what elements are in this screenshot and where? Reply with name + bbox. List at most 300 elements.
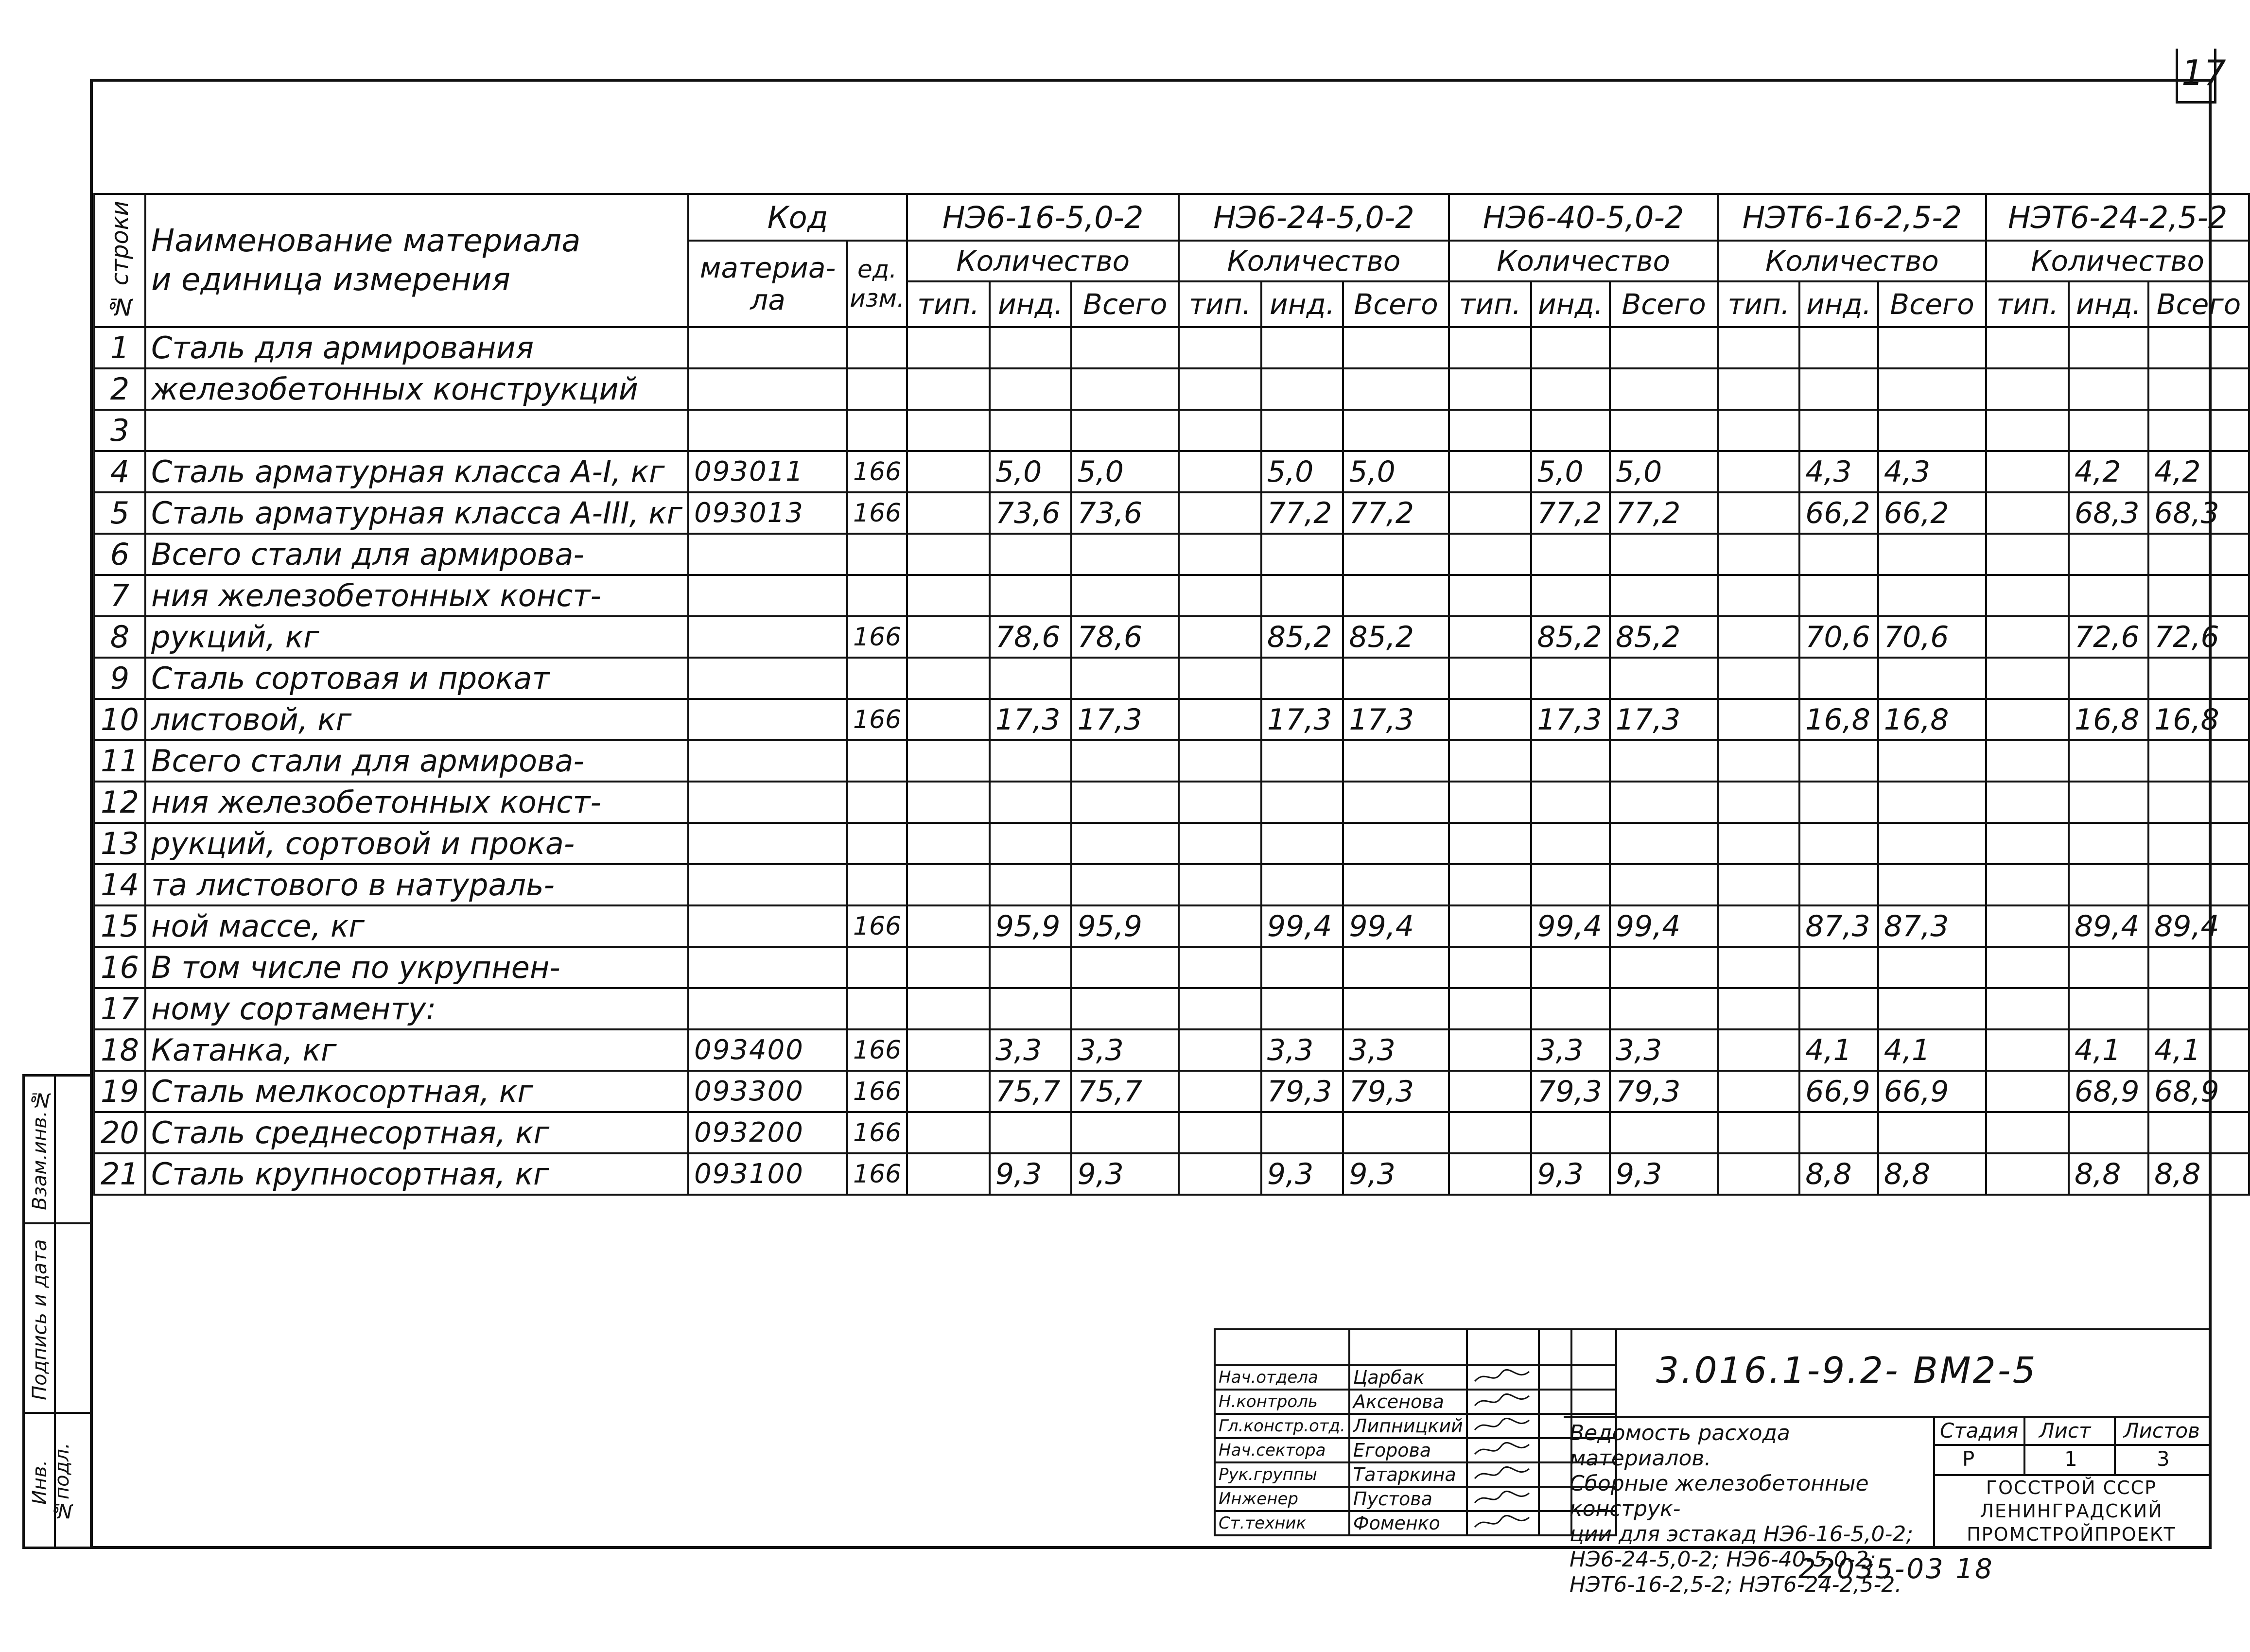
sub-col-3-3: Всего: [1610, 281, 1718, 327]
qty-total: [1343, 327, 1448, 368]
quantity-header-4: Количество: [1718, 241, 1986, 281]
qty-ind: 16,8: [1799, 699, 1878, 740]
qty-ind: [2069, 988, 2148, 1029]
qty-typ: [1718, 864, 1799, 905]
qty-ind: 68,3: [2069, 492, 2148, 534]
qty-ind: [2069, 575, 2148, 616]
material-code: 093300: [688, 1071, 847, 1112]
qty-typ: [907, 451, 990, 492]
qty-ind: [2069, 1112, 2148, 1153]
row-number: 18: [94, 1029, 145, 1071]
qty-ind: [1531, 864, 1610, 905]
qty-ind: [1799, 534, 1878, 575]
material-name: листовой, кг: [145, 699, 688, 740]
qty-typ: [1718, 368, 1799, 410]
qty-total: [1343, 782, 1448, 823]
qty-ind: [1261, 368, 1343, 410]
qty-total: [1878, 534, 1987, 575]
qty-ind: [1531, 658, 1610, 699]
qty-ind: 3,3: [1261, 1029, 1343, 1071]
sub-col-4-1: тип.: [1718, 281, 1799, 327]
material-code: [688, 905, 847, 947]
qty-total: [1610, 658, 1718, 699]
qty-total: [1878, 368, 1987, 410]
qty-total: [1343, 947, 1448, 988]
staff-role: Нач.отдела: [1215, 1365, 1349, 1390]
qty-ind: [1799, 864, 1878, 905]
material-code: [688, 740, 847, 782]
staff-role: Ст.техник: [1215, 1511, 1349, 1535]
qty-total: [1610, 410, 1718, 451]
qty-total: 68,9: [2148, 1071, 2249, 1112]
material-name: Сталь для армирования: [145, 327, 688, 368]
qty-total: [2148, 823, 2249, 864]
qty-ind: [1799, 410, 1878, 451]
material-name: Сталь сортовая и прокат: [145, 658, 688, 699]
qty-total: 16,8: [2148, 699, 2249, 740]
qty-total: [1071, 782, 1179, 823]
row-number: 12: [94, 782, 145, 823]
qty-ind: [1531, 410, 1610, 451]
product-header-2: НЭ6-24-5,0-2: [1179, 194, 1448, 241]
qty-ind: [1261, 988, 1343, 1029]
organization: ГОССТРОЙ СССР ЛЕНИНГРАДСКИЙ ПРОМСТРОЙПРОЕКТ: [1967, 1477, 2176, 1545]
row-number: 6: [94, 534, 145, 575]
qty-total: [1878, 864, 1987, 905]
qty-ind: 17,3: [1531, 699, 1610, 740]
signature-cell: [1467, 1462, 1539, 1487]
qty-total: 99,4: [1610, 905, 1718, 947]
table-row: [94, 1153, 2249, 1195]
qty-typ: [907, 699, 990, 740]
qty-ind: 68,9: [2069, 1071, 2148, 1112]
qty-total: [2148, 988, 2249, 1029]
material-name: Сталь мелкосортная, кг: [145, 1071, 688, 1112]
qty-total: 3,3: [1343, 1029, 1448, 1071]
qty-total: 4,1: [2148, 1029, 2249, 1071]
qty-ind: 79,3: [1531, 1071, 1610, 1112]
qty-typ: [1179, 823, 1261, 864]
qty-total: 17,3: [1610, 699, 1718, 740]
side-stamp: [22, 1074, 90, 1549]
product-header-1: НЭ6-16-5,0-2: [907, 194, 1179, 241]
qty-total: [2148, 782, 2249, 823]
qty-ind: [1261, 658, 1343, 699]
qty-ind: [2069, 864, 2148, 905]
qty-ind: 4,3: [1799, 451, 1878, 492]
qty-total: 70,6: [1878, 616, 1987, 658]
unit-code: [847, 368, 907, 410]
row-number: 11: [94, 740, 145, 782]
qty-ind: [2069, 534, 2148, 575]
qty-typ: [1449, 1071, 1532, 1112]
unit-code: 166: [847, 1029, 907, 1071]
table-row: [94, 368, 2249, 410]
qty-total: [1071, 1112, 1179, 1153]
qty-total: [1071, 534, 1179, 575]
staff-name: Царбак: [1349, 1365, 1467, 1390]
material-code: [688, 782, 847, 823]
qty-total: [1610, 864, 1718, 905]
qty-typ: [1718, 905, 1799, 947]
qty-typ: [1179, 782, 1261, 823]
qty-typ: [1986, 699, 2069, 740]
qty-ind: 75,7: [990, 1071, 1072, 1112]
qty-ind: [990, 327, 1072, 368]
material-code: 093200: [688, 1112, 847, 1153]
qty-typ: [1179, 658, 1261, 699]
row-number: 19: [94, 1071, 145, 1112]
row-number: 15: [94, 905, 145, 947]
qty-typ: [1449, 658, 1532, 699]
qty-typ: [1179, 575, 1261, 616]
qty-ind: 77,2: [1261, 492, 1343, 534]
qty-typ: [1179, 410, 1261, 451]
qty-ind: [1799, 327, 1878, 368]
sheet-label: Лист: [2039, 1419, 2091, 1443]
qty-ind: [1531, 368, 1610, 410]
qty-total: 5,0: [1610, 451, 1718, 492]
qty-typ: [1986, 1112, 2069, 1153]
qty-typ: [1449, 864, 1532, 905]
row-number: 14: [94, 864, 145, 905]
signature-cell: [1467, 1414, 1539, 1438]
qty-typ: [907, 575, 990, 616]
qty-total: [1878, 782, 1987, 823]
qty-typ: [1179, 327, 1261, 368]
qty-typ: [1986, 864, 2069, 905]
material-name: ной массе, кг: [145, 905, 688, 947]
qty-typ: [907, 534, 990, 575]
qty-total: [1343, 534, 1448, 575]
qty-typ: [1449, 905, 1532, 947]
qty-typ: [1179, 534, 1261, 575]
row-no-header: № строки: [94, 194, 145, 327]
material-name: Сталь арматурная класса А-III, кг: [145, 492, 688, 534]
qty-typ: [1986, 410, 2069, 451]
qty-total: [1343, 658, 1448, 699]
qty-typ: [1718, 988, 1799, 1029]
staff-role: Нач.сектора: [1215, 1438, 1349, 1462]
qty-typ: [1449, 451, 1532, 492]
qty-typ: [1449, 740, 1532, 782]
table-row: [94, 658, 2249, 699]
table-row: [94, 864, 2249, 905]
qty-ind: [2069, 782, 2148, 823]
qty-ind: [1799, 368, 1878, 410]
qty-ind: 9,3: [1531, 1153, 1610, 1195]
qty-typ: [907, 905, 990, 947]
qty-typ: [1986, 947, 2069, 988]
qty-total: 17,3: [1343, 699, 1448, 740]
row-number: 9: [94, 658, 145, 699]
staff-name: Аксенова: [1349, 1390, 1467, 1414]
page-number: 17: [2181, 52, 2226, 93]
qty-total: [1343, 410, 1448, 451]
qty-ind: [1799, 988, 1878, 1029]
row-number: 7: [94, 575, 145, 616]
sub-col-2-2: инд.: [1261, 281, 1343, 327]
qty-total: [1878, 575, 1987, 616]
table-row: [94, 823, 2249, 864]
material-code: [688, 988, 847, 1029]
table-row: [94, 988, 2249, 1029]
sub-col-5-2: инд.: [2069, 281, 2148, 327]
signature-cell: [1467, 1365, 1539, 1390]
qty-ind: 17,3: [1261, 699, 1343, 740]
qty-typ: [1986, 327, 2069, 368]
qty-typ: [907, 988, 990, 1029]
unit-code: [847, 782, 907, 823]
unit-code: 166: [847, 699, 907, 740]
sub-col-3-1: тип.: [1449, 281, 1532, 327]
row-number: 17: [94, 988, 145, 1029]
qty-typ: [1986, 534, 2069, 575]
qty-typ: [1179, 492, 1261, 534]
qty-ind: [1531, 327, 1610, 368]
qty-typ: [1449, 823, 1532, 864]
qty-typ: [907, 1153, 990, 1195]
quantity-header-1: Количество: [907, 241, 1179, 281]
unit-code: 166: [847, 451, 907, 492]
table-row: [94, 492, 2249, 534]
vzam-label: Взам.инв.№: [29, 1088, 51, 1211]
bottom-number: 22035-03 18: [1798, 1553, 1994, 1585]
material-name: [145, 410, 688, 451]
sub-col-5-1: тип.: [1986, 281, 2069, 327]
qty-total: [1343, 823, 1448, 864]
sheets-label: Листов: [2124, 1419, 2200, 1443]
material-name: ному сортаменту:: [145, 988, 688, 1029]
material-code: 093011: [688, 451, 847, 492]
qty-ind: 5,0: [1261, 451, 1343, 492]
qty-typ: [907, 1071, 990, 1112]
qty-typ: [1986, 740, 2069, 782]
qty-typ: [1179, 1029, 1261, 1071]
signature-cell: [1467, 1487, 1539, 1511]
qty-typ: [907, 864, 990, 905]
qty-total: [1343, 368, 1448, 410]
qty-typ: [1986, 368, 2069, 410]
material-name: В том числе по укрупнен-: [145, 947, 688, 988]
staff-row: [1215, 1511, 1616, 1535]
qty-total: [1610, 782, 1718, 823]
material-name: ния железобетонных конст-: [145, 782, 688, 823]
qty-total: 95,9: [1071, 905, 1179, 947]
qty-ind: 8,8: [2069, 1153, 2148, 1195]
qty-ind: [990, 410, 1072, 451]
qty-typ: [907, 947, 990, 988]
unit-code: 166: [847, 1071, 907, 1112]
qty-typ: [1449, 947, 1532, 988]
qty-typ: [1449, 1029, 1532, 1071]
qty-total: [2148, 410, 2249, 451]
qty-typ: [1718, 451, 1799, 492]
qty-total: [1610, 988, 1718, 1029]
qty-typ: [1179, 1112, 1261, 1153]
row-number: 4: [94, 451, 145, 492]
qty-total: [1878, 658, 1987, 699]
row-number: 1: [94, 327, 145, 368]
quantity-header-2: Количество: [1179, 241, 1448, 281]
material-name: рукций, кг: [145, 616, 688, 658]
qty-total: 77,2: [1343, 492, 1448, 534]
qty-typ: [907, 658, 990, 699]
qty-typ: [1179, 1071, 1261, 1112]
qty-ind: [1799, 782, 1878, 823]
qty-ind: [1261, 864, 1343, 905]
qty-total: [2148, 658, 2249, 699]
unit-code: [847, 575, 907, 616]
qty-total: 9,3: [1343, 1153, 1448, 1195]
qty-ind: [1531, 740, 1610, 782]
material-name: Всего стали для армирова-: [145, 534, 688, 575]
qty-typ: [1986, 988, 2069, 1029]
qty-total: 66,9: [1878, 1071, 1987, 1112]
qty-typ: [1449, 988, 1532, 1029]
signature-scribble: [1471, 1488, 1534, 1508]
qty-typ: [907, 616, 990, 658]
qty-total: [1343, 988, 1448, 1029]
qty-ind: 85,2: [1261, 616, 1343, 658]
qty-ind: [1799, 575, 1878, 616]
qty-total: [1071, 740, 1179, 782]
qty-typ: [907, 1112, 990, 1153]
qty-typ: [1986, 1153, 2069, 1195]
qty-typ: [1449, 575, 1532, 616]
qty-typ: [1718, 1029, 1799, 1071]
qty-ind: [1799, 947, 1878, 988]
sub-col-4-3: Всего: [1878, 281, 1987, 327]
qty-typ: [1179, 699, 1261, 740]
qty-total: [1343, 1112, 1448, 1153]
qty-typ: [1718, 740, 1799, 782]
material-name: Всего стали для армирова-: [145, 740, 688, 782]
qty-typ: [1179, 947, 1261, 988]
qty-typ: [1179, 905, 1261, 947]
table-row: [94, 327, 2249, 368]
qty-ind: [1261, 575, 1343, 616]
podpis-label: Подпись и дата: [29, 1239, 51, 1400]
qty-typ: [1179, 864, 1261, 905]
staff-name: Татаркина: [1349, 1462, 1467, 1487]
staff-name: Егорова: [1349, 1438, 1467, 1462]
unit-sub-header: ед. изм.: [847, 241, 907, 327]
qty-total: 4,3: [1878, 451, 1987, 492]
qty-ind: 85,2: [1531, 616, 1610, 658]
qty-total: 3,3: [1071, 1029, 1179, 1071]
sub-col-4-2: инд.: [1799, 281, 1878, 327]
signature-cell: [1467, 1390, 1539, 1414]
signature-scribble: [1471, 1415, 1534, 1435]
code-sub-header: материа-ла: [688, 241, 847, 327]
stage-label: Стадия: [1940, 1419, 2019, 1443]
qty-typ: [1718, 823, 1799, 864]
material-code: [688, 823, 847, 864]
signature-scribble: [1471, 1367, 1534, 1386]
table-row: [94, 534, 2249, 575]
qty-total: [2148, 947, 2249, 988]
qty-typ: [1449, 699, 1532, 740]
qty-total: [1610, 327, 1718, 368]
qty-total: 73,6: [1071, 492, 1179, 534]
material-name: Катанка, кг: [145, 1029, 688, 1071]
qty-total: 72,6: [2148, 616, 2249, 658]
qty-ind: [1799, 740, 1878, 782]
qty-ind: 4,1: [1799, 1029, 1878, 1071]
qty-ind: 8,8: [1799, 1153, 1878, 1195]
qty-ind: 99,4: [1531, 905, 1610, 947]
qty-typ: [1986, 1029, 2069, 1071]
inv-podl-label: Инв.№подл.: [29, 1443, 73, 1522]
qty-typ: [1986, 492, 2069, 534]
sub-col-5-3: Всего: [2148, 281, 2249, 327]
material-code: [688, 699, 847, 740]
row-number: 16: [94, 947, 145, 988]
signature-scribble: [1471, 1513, 1534, 1532]
qty-typ: [1986, 616, 2069, 658]
document-code: 3.016.1-9.2- ВМ2-5: [1656, 1350, 2038, 1391]
row-number: 21: [94, 1153, 145, 1195]
qty-typ: [1449, 616, 1532, 658]
qty-total: 4,1: [1878, 1029, 1987, 1071]
qty-total: 9,3: [1610, 1153, 1718, 1195]
qty-typ: [1986, 905, 2069, 947]
quantity-header-3: Количество: [1449, 241, 1718, 281]
qty-ind: [990, 740, 1072, 782]
qty-ind: [2069, 327, 2148, 368]
qty-typ: [1449, 410, 1532, 451]
material-code: 093013: [688, 492, 847, 534]
qty-ind: 78,6: [990, 616, 1072, 658]
qty-total: 9,3: [1071, 1153, 1179, 1195]
qty-ind: 66,9: [1799, 1071, 1878, 1112]
qty-typ: [1718, 492, 1799, 534]
qty-total: [2148, 1112, 2249, 1153]
unit-code: 166: [847, 1112, 907, 1153]
qty-typ: [1718, 616, 1799, 658]
table-row: [94, 451, 2249, 492]
qty-ind: 9,3: [990, 1153, 1072, 1195]
qty-ind: 73,6: [990, 492, 1072, 534]
material-code: [688, 575, 847, 616]
qty-ind: [1531, 988, 1610, 1029]
qty-typ: [1449, 534, 1532, 575]
qty-typ: [1179, 451, 1261, 492]
qty-total: [1343, 575, 1448, 616]
qty-typ: [1718, 1112, 1799, 1153]
qty-total: [1878, 823, 1987, 864]
unit-code: 166: [847, 616, 907, 658]
qty-ind: [2069, 947, 2148, 988]
signature-cell: [1467, 1511, 1539, 1535]
qty-ind: [1261, 782, 1343, 823]
qty-total: [1610, 368, 1718, 410]
qty-ind: 77,2: [1531, 492, 1610, 534]
qty-ind: 4,1: [2069, 1029, 2148, 1071]
material-code: [688, 410, 847, 451]
table-row: [94, 410, 2249, 451]
row-number: 20: [94, 1112, 145, 1153]
unit-code: [847, 740, 907, 782]
table-row: [94, 575, 2249, 616]
qty-typ: [1718, 947, 1799, 988]
unit-code: [847, 947, 907, 988]
row-number: 5: [94, 492, 145, 534]
qty-total: [1071, 658, 1179, 699]
qty-typ: [1179, 616, 1261, 658]
qty-typ: [1179, 1153, 1261, 1195]
